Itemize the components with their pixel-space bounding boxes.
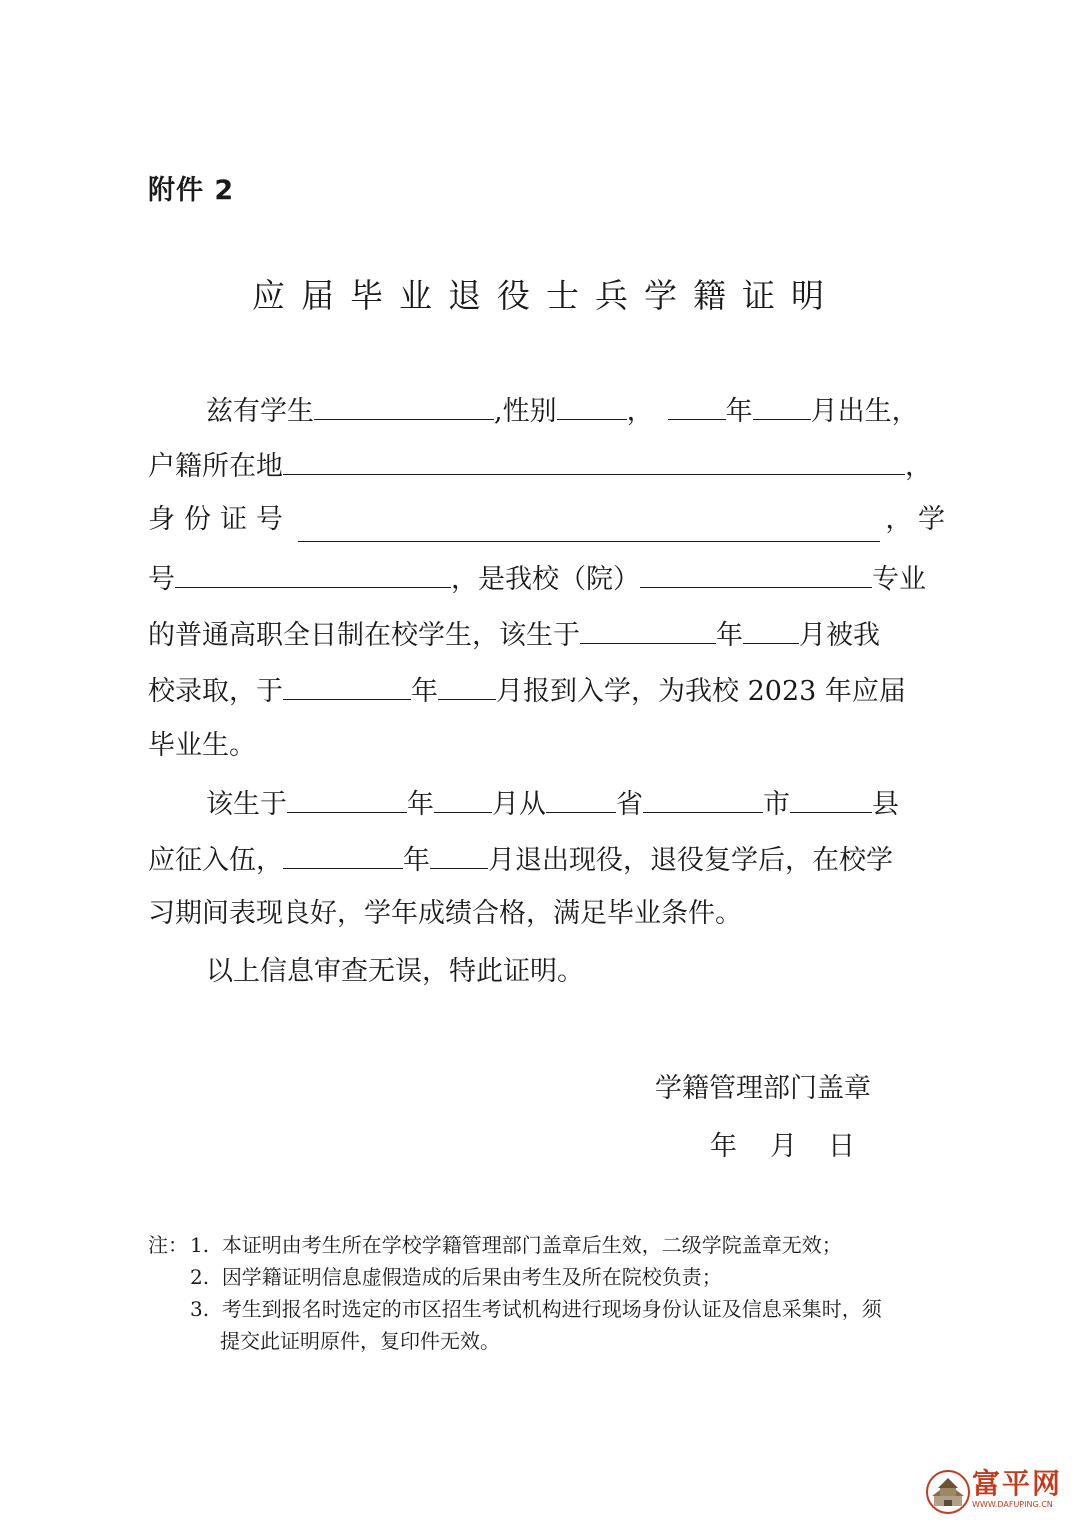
note-text: 提交此证明原件，复印件无效。: [220, 1329, 500, 1353]
text: 户籍所在地: [148, 451, 283, 482]
para1-line2: [148, 442, 932, 486]
blank-admission-month[interactable]: [743, 611, 799, 644]
blank-enrollment-year[interactable]: [283, 667, 411, 700]
note-number: 1.: [190, 1233, 210, 1257]
text: 的普通高职全日制在校学生，该生于: [148, 620, 580, 651]
para2-line1: [206, 780, 899, 824]
text: 兹有学生: [206, 396, 314, 427]
note-3-continued: [220, 1326, 500, 1356]
date-year-label: 年: [710, 1131, 737, 1162]
para1-line3: [148, 498, 945, 542]
para3-line1: [206, 950, 584, 994]
blank-enlist-month[interactable]: [434, 780, 492, 813]
date-month-label: 月: [770, 1131, 797, 1162]
blank-student-number[interactable]: [175, 555, 451, 588]
watermark-text: 富平网: [972, 1467, 1063, 1500]
text: 年: [725, 396, 753, 427]
blank-discharge-year[interactable]: [283, 836, 403, 869]
text: 年: [407, 789, 434, 820]
text: 以上信息审查无误，特此证明。: [206, 956, 584, 987]
watermark-logo: [926, 1462, 1066, 1518]
text: 月被我: [799, 620, 880, 651]
note-text: 考生到报名时选定的市区招生考试机构进行现场身份认证及信息采集时，须: [221, 1297, 882, 1321]
para1-line1: [206, 387, 919, 431]
para2-line2: [148, 836, 893, 880]
attachment-label: 附件 2: [148, 175, 235, 206]
text: 号: [148, 564, 175, 595]
text: 校录取，于: [148, 676, 283, 707]
blank-id-number[interactable]: [298, 509, 880, 542]
text: ，: [626, 396, 654, 427]
para1-line6: [148, 667, 906, 711]
text: ，: [885, 504, 913, 535]
blank-birth-month[interactable]: [753, 387, 811, 420]
text: 毕业生。: [148, 730, 256, 761]
text: 省: [616, 789, 643, 820]
text: 月出生，: [810, 396, 919, 427]
blank-household-register[interactable]: [283, 442, 905, 475]
blank-enlist-year[interactable]: [287, 780, 407, 813]
text: 学: [917, 504, 945, 535]
text: 县: [872, 789, 899, 820]
para1-line5: [148, 611, 880, 655]
note-1: [148, 1230, 842, 1260]
text: 应征入伍，: [148, 845, 283, 876]
note-2: [190, 1262, 722, 1292]
text: 月从: [492, 789, 546, 820]
blank-student-name[interactable]: [314, 387, 494, 420]
blank-gender[interactable]: [557, 387, 627, 420]
text: 市: [763, 789, 790, 820]
date-day-label: 日: [828, 1131, 855, 1162]
text: ，: [905, 451, 932, 482]
note-3: [190, 1294, 882, 1324]
blank-birth-year[interactable]: [668, 387, 726, 420]
para1-line4: [148, 555, 926, 599]
text: 专业: [872, 564, 926, 595]
blank-province[interactable]: [546, 780, 616, 813]
text: 身份证号: [148, 504, 292, 535]
note-number: 3.: [190, 1297, 210, 1321]
notes-prefix: 注：: [148, 1233, 188, 1257]
note-number: 2.: [190, 1265, 210, 1289]
text: 月报到入学，为我校 2023 年应届: [496, 676, 906, 707]
blank-admission-year[interactable]: [580, 611, 716, 644]
text: 习期间表现良好，学年成绩合格，满足毕业条件。: [148, 898, 742, 929]
para2-line3: [148, 892, 742, 936]
note-text: 因学籍证明信息虚假造成的后果由考生及所在院校负责；: [221, 1265, 722, 1289]
text: 该生于: [206, 789, 287, 820]
text: 年: [716, 620, 743, 651]
stamp-label: 学籍管理部门盖章: [655, 1073, 871, 1104]
watermark-url: WWW.DAFUPING.CN: [972, 1500, 1053, 1509]
text: 年: [411, 676, 438, 707]
text: 年: [403, 845, 430, 876]
pagoda-icon: [926, 1466, 970, 1516]
blank-county[interactable]: [790, 780, 872, 813]
text: ,性别: [494, 396, 557, 427]
note-text: 本证明由考生所在学校学籍管理部门盖章后生效，二级学院盖章无效；: [221, 1233, 842, 1257]
blank-discharge-month[interactable]: [430, 836, 488, 869]
blank-major[interactable]: [640, 555, 872, 588]
para1-line7: [148, 724, 256, 768]
blank-city[interactable]: [643, 780, 763, 813]
blank-enrollment-month[interactable]: [438, 667, 496, 700]
text: ，是我校（院）: [451, 564, 640, 595]
text: 月退出现役，退役复学后，在校学: [488, 845, 893, 876]
document-title: 应届毕业退役士兵学籍证明: [252, 276, 840, 315]
